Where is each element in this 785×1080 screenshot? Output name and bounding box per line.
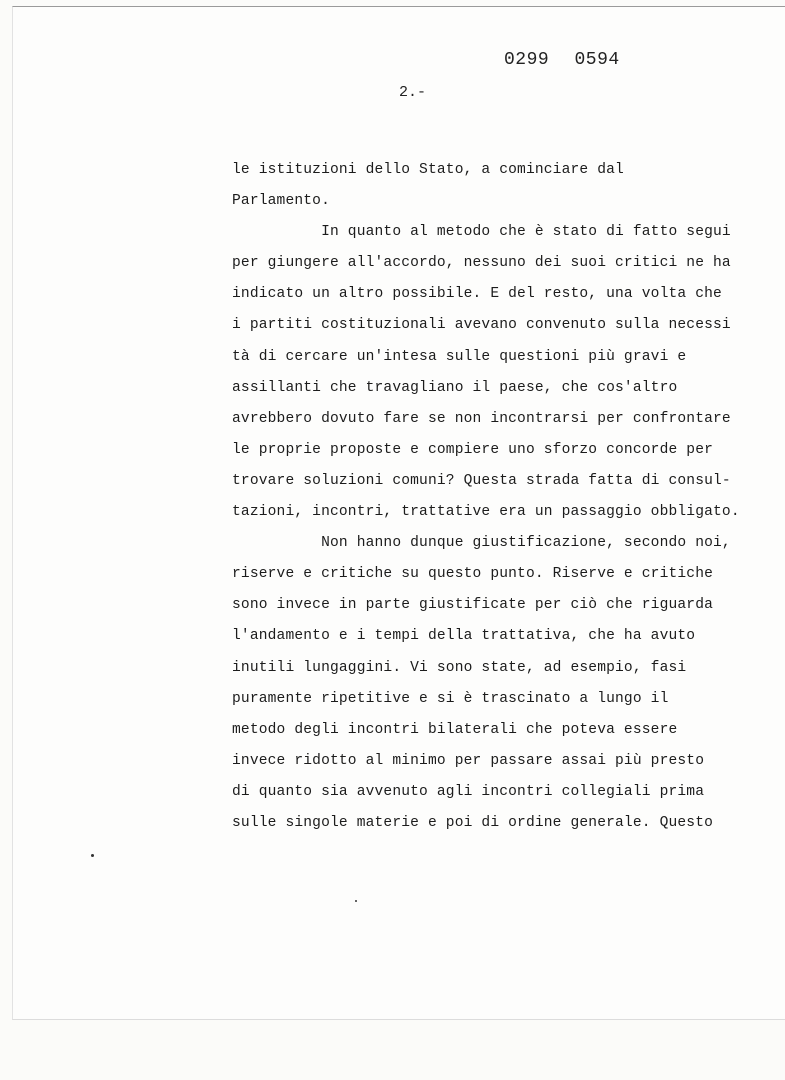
text-line: In quanto al metodo che è stato di fatto segui — [232, 224, 731, 241]
text-line: invece ridotto al minimo per passare assai più presto — [232, 752, 705, 769]
document-number: 0299 0594 — [504, 50, 620, 70]
page-number: 2.- — [399, 84, 427, 101]
text-line: le istituzioni dello Stato, a cominciare dal — [232, 162, 624, 178]
text-line: l'andamento e i tempi della trattativa, che ha avuto — [232, 628, 696, 645]
text-line: Parlamento. — [232, 193, 330, 210]
text-line: sulle singole materie e poi di ordine generale. Questo — [232, 814, 714, 831]
text-line: puramente ripetitive e si è trascinato a lungo il — [232, 690, 669, 707]
text-line: metodo degli incontri bilaterali che poteva essere — [232, 721, 678, 738]
text-line: indicato un altro possibile. E del resto, una volta che — [232, 286, 722, 303]
paper-speck — [91, 854, 94, 857]
text-line: avrebbero dovuto fare se non incontrarsi per confrontare — [232, 410, 731, 427]
text-line: sono invece in parte giustificate per ciò che riguarda — [232, 597, 714, 614]
text-line: per giungere all'accordo, nessuno dei suoi critici ne ha — [232, 255, 731, 272]
text-line: riserve e critiche su questo punto. Riserve e critiche — [232, 566, 714, 583]
text-line: Non hanno dunque giustificazione, secondo noi, — [232, 535, 731, 552]
text-line: i partiti costituzionali avevano convenuto sulla necessi — [232, 317, 731, 334]
text-line: le proprie proposte e compiere uno sforzo concorde per — [232, 441, 714, 458]
text-line: inutili lungaggini. Vi sono state, ad esempio, fasi — [232, 659, 687, 676]
text-line: tazioni, incontri, trattative era un passaggio obbligato. — [232, 504, 740, 521]
text-line: tà di cercare un'intesa sulle questioni più gravi e — [232, 348, 687, 365]
paper-speck — [355, 900, 357, 902]
document-body — [232, 159, 772, 843]
text-line: assillanti che travagliano il paese, che cos'altro — [232, 379, 678, 396]
text-line: trovare soluzioni comuni? Questa strada fatta di consul- — [232, 472, 731, 489]
text-line: di quanto sia avvenuto agli incontri collegiali prima — [232, 783, 705, 800]
